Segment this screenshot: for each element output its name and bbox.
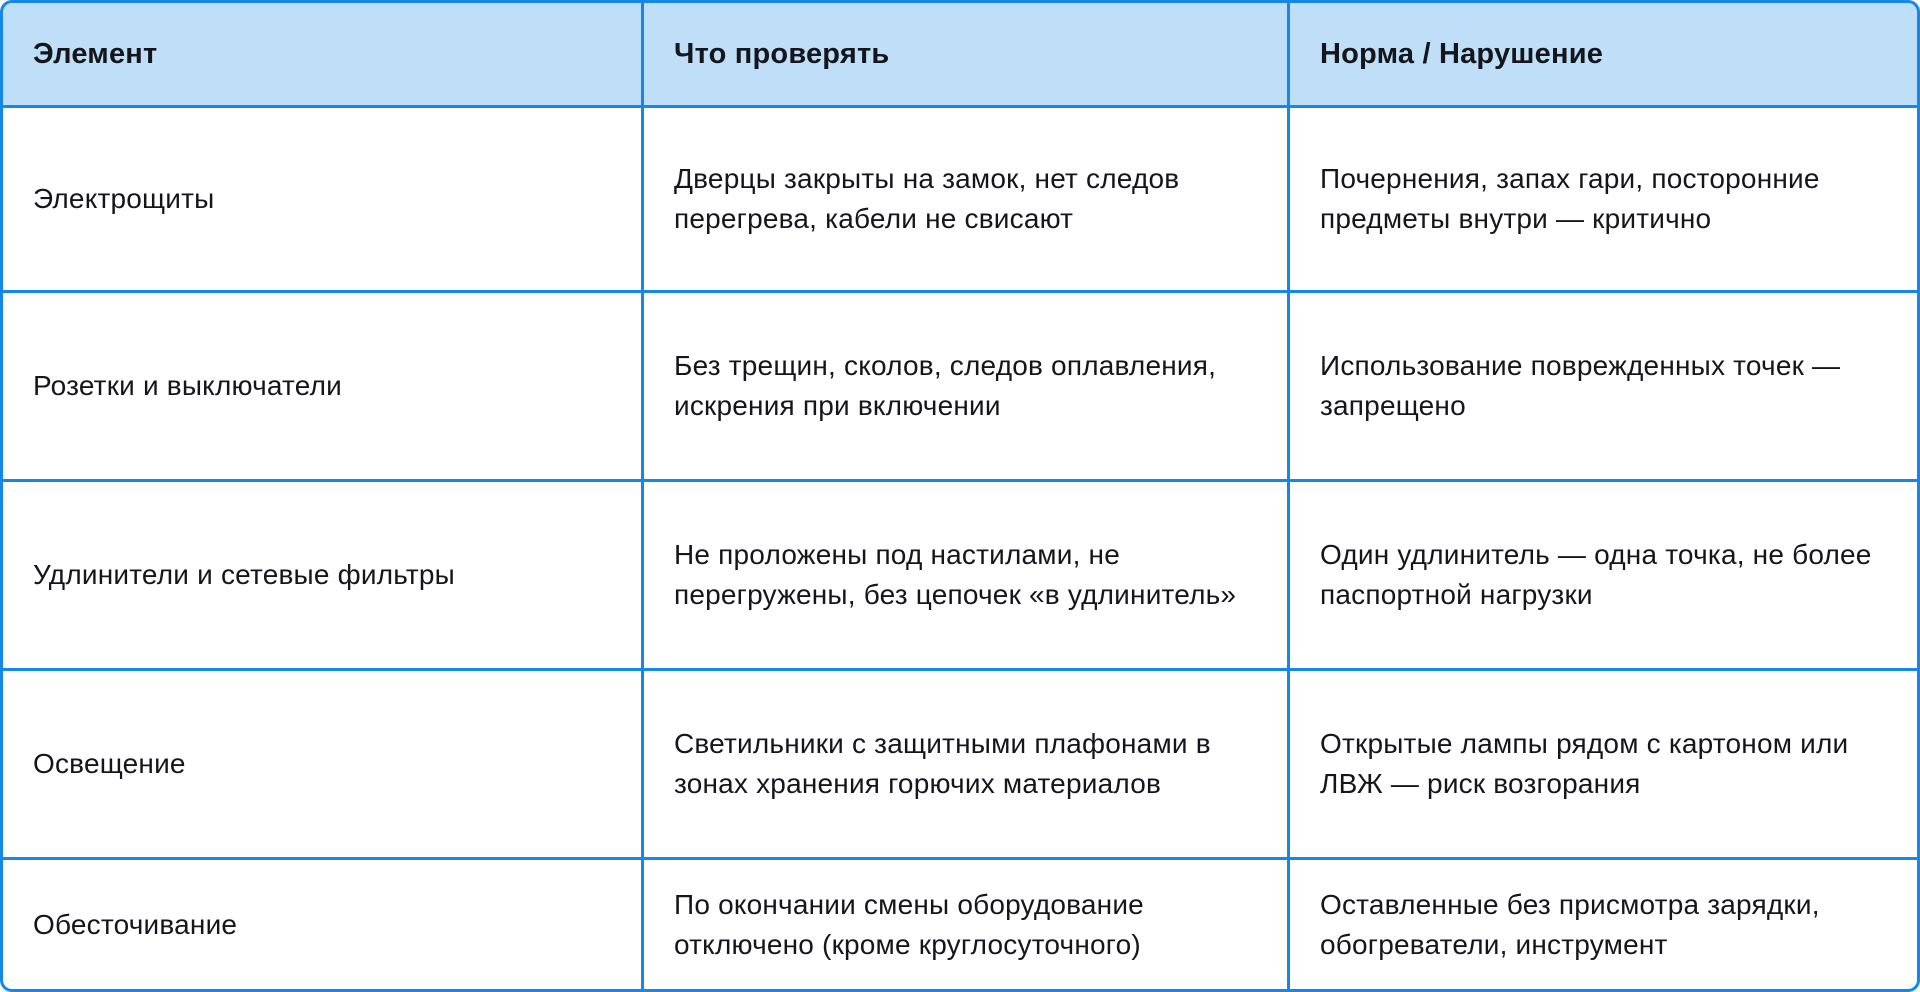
column-header-check: Что проверять <box>644 3 1287 105</box>
cell-check-row3: Не проложены под настилами, не перегружены, без цепочек «в удлинитель» <box>644 482 1287 668</box>
cell-norm-row3: Один удлинитель — одна точка, не более паспортной нагрузки <box>1290 482 1917 668</box>
cell-element-row5: Обесточивание <box>3 860 641 989</box>
column-header-norm: Норма / Нарушение <box>1290 3 1917 105</box>
cell-norm-row2: Использование поврежденных точек — запрещено <box>1290 293 1917 479</box>
column-header-element: Элемент <box>3 3 641 105</box>
cell-norm-row5: Оставленные без присмотра зарядки, обогреватели, инструмент <box>1290 860 1917 989</box>
cell-norm-row4: Открытые лампы рядом с картоном или ЛВЖ — риск возгорания <box>1290 671 1917 857</box>
cell-norm-row1: Почернения, запах гари, посторонние предметы внутри — критично <box>1290 108 1917 290</box>
cell-check-row5: По окончании смены оборудование отключено (кроме круглосуточного) <box>644 860 1287 989</box>
cell-element-row4: Освещение <box>3 671 641 857</box>
cell-check-row2: Без трещин, сколов, следов оплавления, искрения при включении <box>644 293 1287 479</box>
cell-check-row4: Светильники с защитными плафонами в зонах хранения горючих материалов <box>644 671 1287 857</box>
cell-check-row1: Дверцы закрыты на замок, нет следов перегрева, кабели не свисают <box>644 108 1287 290</box>
cell-element-row1: Электрощиты <box>3 108 641 290</box>
cell-element-row3: Удлинители и сетевые фильтры <box>3 482 641 668</box>
cell-element-row2: Розетки и выключатели <box>3 293 641 479</box>
